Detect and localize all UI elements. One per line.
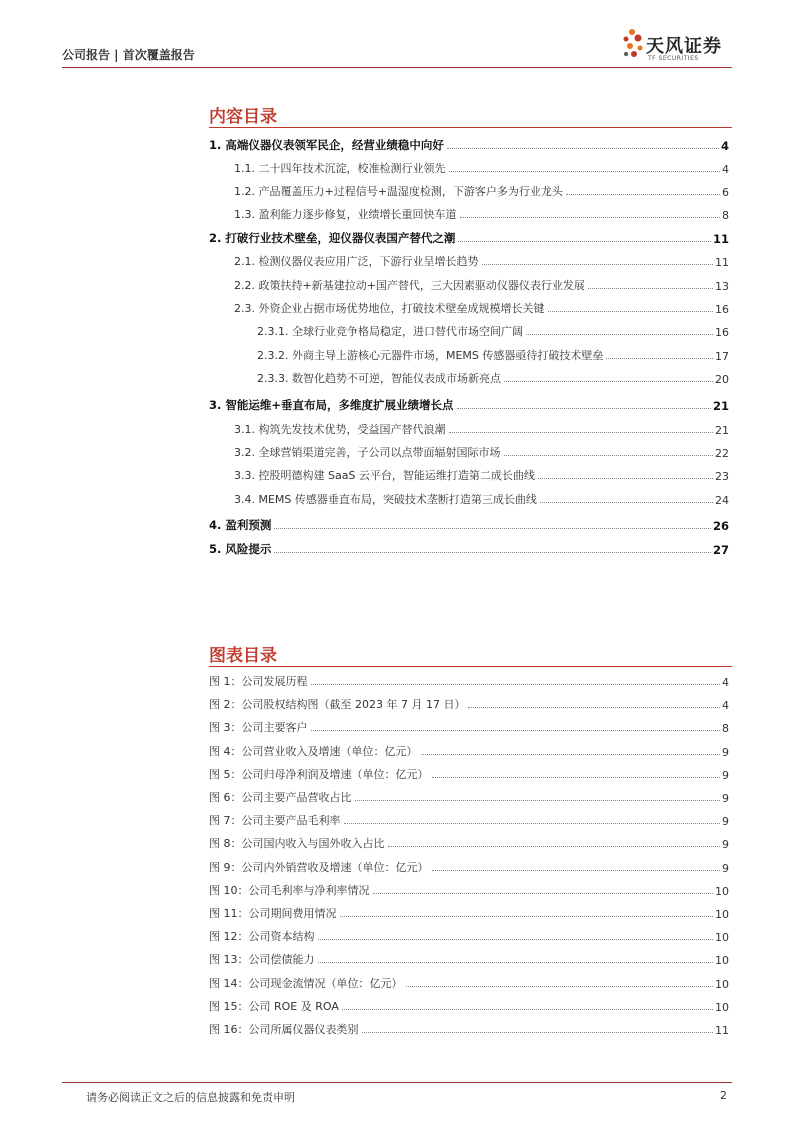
toc-leader-dots	[504, 455, 714, 456]
figure-item-label: 图 16：公司所属仪器仪表类别	[209, 1023, 359, 1036]
toc-leader-dots	[482, 264, 714, 265]
toc-item-label: 2. 打破行业技术壁垒，迎仪器仪表国产替代之潮	[209, 231, 456, 245]
toc-leader-dots	[457, 408, 711, 409]
figure-item[interactable]	[209, 696, 729, 712]
toc-leader-dots	[447, 148, 719, 149]
figure-item[interactable]	[209, 743, 729, 759]
page-number: 2	[720, 1089, 727, 1102]
toc-item-label: 3.3. 控股明德构建 SaaS 云平台，智能运维打造第二成长曲线	[234, 469, 535, 482]
figure-leader-dots	[362, 1032, 714, 1033]
toc-item-page: 24	[715, 494, 729, 507]
figure-leader-dots	[340, 916, 714, 917]
toc-item-page: 8	[722, 209, 729, 222]
toc-item-label: 1.2. 产品覆盖压力+过程信号+温湿度检测，下游客户多为行业龙头	[234, 185, 563, 198]
figure-item-page: 11	[715, 1024, 729, 1037]
toc-item-page: 16	[715, 303, 729, 316]
toc-item-page: 16	[715, 326, 729, 339]
toc-item-page: 11	[715, 256, 729, 269]
figure-item-label: 图 5：公司归母净利润及增速（单位：亿元）	[209, 767, 429, 781]
toc-item-page: 20	[715, 373, 729, 386]
toc-item[interactable]	[234, 183, 729, 199]
toc-item[interactable]	[209, 230, 729, 246]
toc-item-page: 17	[715, 350, 729, 363]
toc-item[interactable]	[234, 444, 729, 460]
figure-item-label: 图 14：公司现金流情况（单位：亿元）	[209, 976, 403, 990]
toc-item-label: 4. 盈利预测	[209, 518, 272, 532]
toc-leader-dots	[504, 381, 713, 382]
figure-item-page: 10	[715, 1000, 729, 1014]
toc-item-label: 5. 风险提示	[209, 542, 272, 556]
figure-item[interactable]	[209, 905, 729, 921]
toc-title: 内容目录	[209, 107, 277, 127]
figure-item-label: 图 9：公司内外销营收及增速（单位：亿元）	[209, 860, 429, 874]
figure-item-page: 9	[722, 745, 729, 759]
toc-item-label: 1.3. 盈利能力逐步修复，业绩增长重回快车道	[234, 208, 457, 221]
figure-item-label: 图 12：公司资本结构	[209, 930, 315, 944]
toc-item-label: 3.2. 全球营销渠道完善，子公司以点带面辐射国际市场	[234, 446, 501, 459]
toc-item-label: 1. 高端仪器仪表领军民企，经营业绩稳中向好	[209, 138, 444, 152]
toc-item-label: 2.3. 外资企业占据市场优势地位，打破技术壁垒成规模增长关键	[234, 302, 545, 315]
figure-leader-dots	[432, 777, 721, 778]
toc-title-rule	[209, 127, 732, 128]
figure-leader-dots	[318, 939, 714, 940]
toc-item-page: 27	[712, 543, 729, 557]
toc-leader-dots	[540, 502, 713, 503]
figure-item-label: 图 1：公司发展历程	[209, 675, 308, 688]
figure-item[interactable]	[209, 1021, 729, 1037]
toc-item[interactable]	[209, 517, 729, 533]
toc-leader-dots	[548, 311, 714, 312]
figure-item-page: 9	[722, 768, 729, 782]
toc-item-label: 1.1. 二十四年技术沉淀，校准检测行业领先	[234, 162, 446, 175]
figure-item[interactable]	[209, 673, 729, 689]
toc-item[interactable]	[234, 467, 729, 483]
toc-leader-dots	[274, 528, 711, 529]
figure-item-label: 图 2：公司股权结构图（截至 2023 年 7 月 17 日）	[209, 698, 466, 712]
toc-item-label: 2.1. 检测仪器仪表应用广泛，下游行业呈增长趋势	[234, 255, 479, 268]
figure-item[interactable]	[209, 998, 729, 1014]
toc-item-page: 21	[715, 424, 729, 437]
figure-item[interactable]	[209, 812, 729, 828]
figure-item-label: 图 13：公司偿债能力	[209, 953, 315, 967]
figure-item-page: 10	[715, 908, 729, 921]
figure-item-page: 10	[715, 884, 729, 898]
logo-subtitle: TF SECURITIES	[648, 55, 699, 62]
figure-item-label: 图 7：公司主要产品毛利率	[209, 814, 341, 828]
figure-item-label: 图 3：公司主要客户	[209, 721, 308, 735]
figure-item-label: 图 10：公司毛利率与净利率情况	[209, 883, 370, 897]
toc-item[interactable]	[234, 491, 729, 507]
figure-leader-dots	[406, 986, 714, 987]
figure-item-label: 图 4：公司营业收入及增速（单位：亿元）	[209, 744, 418, 758]
figure-item[interactable]	[209, 882, 729, 898]
toc-item[interactable]	[257, 370, 729, 386]
toc-item-page: 21	[712, 399, 729, 413]
toc-item-label: 3.4. MEMS 传感器垂直布局，突破技术垄断打造第三成长曲线	[234, 493, 537, 506]
logo-text: 天风证券	[646, 36, 722, 57]
toc-item-label: 3.1. 构筑先发技术优势，受益国产替代浪潮	[234, 423, 446, 436]
toc-item[interactable]	[209, 137, 729, 153]
toc-item-label: 2.3.1. 全球行业竞争格局稳定，进口替代市场空间广阔	[257, 325, 523, 338]
figure-leader-dots	[311, 684, 721, 685]
figure-item[interactable]	[209, 975, 729, 991]
footer-disclaimer: 请务必阅读正文之后的信息披露和免责申明	[86, 1091, 295, 1104]
figure-item-page: 8	[722, 722, 729, 736]
figure-item[interactable]	[209, 951, 729, 967]
figure-leader-dots	[311, 730, 721, 731]
figure-leader-dots	[355, 800, 721, 801]
toc-item-page: 26	[712, 519, 729, 533]
toc-item[interactable]	[257, 347, 729, 363]
figures-title-rule	[209, 666, 732, 667]
figure-item-label: 图 15：公司 ROE 及 ROA	[209, 999, 339, 1013]
figure-item-page: 9	[722, 861, 729, 875]
toc-leader-dots	[449, 432, 714, 433]
toc-item-page: 11	[712, 232, 729, 246]
toc-leader-dots	[588, 288, 713, 289]
figure-item-label: 图 8：公司国内收入与国外收入占比	[209, 837, 385, 851]
toc-leader-dots	[538, 478, 713, 479]
figure-leader-dots	[318, 962, 714, 963]
toc-leader-dots	[458, 241, 711, 242]
toc-item-page: 4	[720, 139, 729, 153]
figure-item-label: 图 11：公司期间费用情况	[209, 907, 337, 920]
toc-item-label: 2.2. 政策扶持+新基建拉动+国产替代，三大因素驱动仪器仪表行业发展	[234, 279, 585, 292]
figure-item-label: 图 6：公司主要产品营收占比	[209, 791, 352, 804]
toc-item[interactable]	[209, 541, 729, 557]
figure-leader-dots	[468, 707, 720, 708]
toc-leader-dots	[449, 171, 721, 172]
report-type: 公司报告 | 首次覆盖报告	[62, 48, 195, 62]
toc-item[interactable]	[234, 206, 729, 222]
header-rule	[62, 67, 732, 68]
toc-item-label: 3. 智能运维+垂直布局，多维度扩展业绩增长点	[209, 398, 454, 412]
figure-item-page: 10	[715, 977, 729, 991]
figure-item[interactable]	[209, 835, 729, 851]
figure-leader-dots	[421, 754, 721, 755]
toc-item-page: 22	[715, 447, 729, 460]
figure-leader-dots	[344, 823, 721, 824]
figure-item[interactable]	[209, 928, 729, 944]
toc-leader-dots	[526, 334, 713, 335]
toc-item[interactable]	[257, 323, 729, 339]
figure-item-page: 10	[715, 931, 729, 945]
toc-leader-dots	[274, 552, 711, 553]
figure-item[interactable]	[209, 859, 729, 875]
toc-item-page: 6	[722, 186, 729, 199]
toc-item-page: 23	[715, 470, 729, 483]
toc-leader-dots	[566, 194, 720, 195]
figure-leader-dots	[388, 846, 721, 847]
figures-title: 图表目录	[209, 646, 277, 666]
figure-item-page: 9	[722, 838, 729, 852]
toc-item[interactable]	[234, 160, 729, 176]
toc-item[interactable]	[209, 397, 729, 413]
figure-leader-dots	[373, 893, 714, 894]
toc-item-page: 4	[722, 163, 729, 176]
figure-item-page: 9	[722, 792, 729, 805]
toc-leader-dots	[606, 358, 713, 359]
figure-item-page: 4	[722, 699, 729, 713]
figure-item-page: 10	[715, 954, 729, 968]
figure-item[interactable]	[209, 789, 729, 805]
toc-leader-dots	[460, 217, 721, 218]
toc-item[interactable]	[234, 253, 729, 269]
figure-item-page: 4	[722, 676, 729, 689]
figure-item-page: 9	[722, 815, 729, 829]
toc-item-label: 2.3.2. 外商主导上游核心元器件市场，MEMS 传感器亟待打破技术壁垒	[257, 349, 604, 362]
figure-item[interactable]	[209, 719, 729, 735]
toc-item[interactable]	[234, 277, 729, 293]
toc-item-label: 2.3.3. 数智化趋势不可逆，智能仪表成市场新亮点	[257, 372, 501, 385]
toc-item[interactable]	[234, 421, 729, 437]
toc-item-page: 13	[715, 280, 729, 293]
footer-rule	[62, 1082, 732, 1083]
figure-leader-dots	[432, 870, 721, 871]
figure-item[interactable]	[209, 766, 729, 782]
toc-item[interactable]	[234, 300, 729, 316]
figure-leader-dots	[342, 1009, 713, 1010]
